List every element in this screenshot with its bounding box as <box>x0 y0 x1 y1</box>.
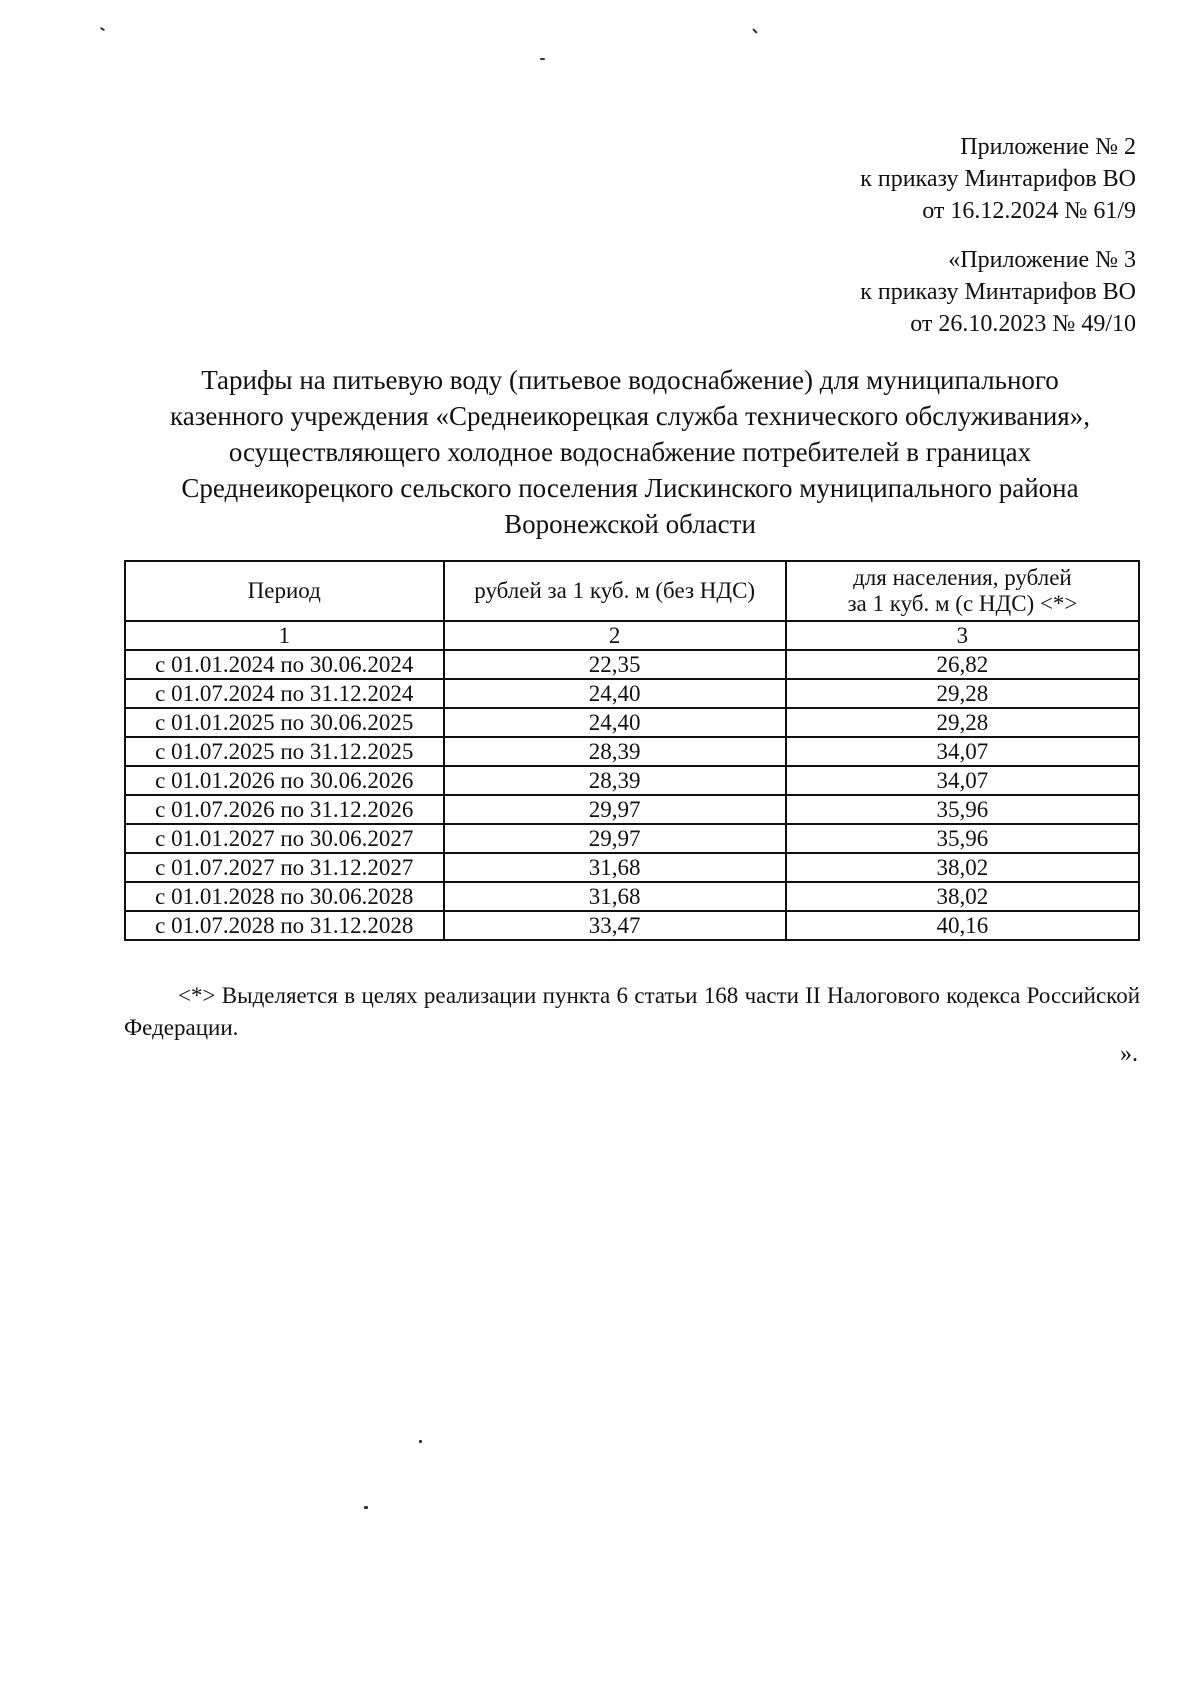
cell-price-vat: 35,96 <box>786 824 1139 853</box>
header-price-no-vat: рублей за 1 куб. м (без НДС) <box>444 561 786 621</box>
table-row <box>125 708 1139 737</box>
column-number: 1 <box>125 621 444 650</box>
column-number: 2 <box>444 621 786 650</box>
scan-speck <box>752 28 758 34</box>
cell-price-no-vat: 24,40 <box>444 708 786 737</box>
cell-period: с 01.01.2028 по 30.06.2028 <box>125 882 444 911</box>
cell-price-no-vat: 22,35 <box>444 650 786 679</box>
column-number: 3 <box>786 621 1139 650</box>
cell-period: с 01.07.2025 по 31.12.2025 <box>125 737 444 766</box>
scan-speck <box>419 1440 422 1443</box>
table-row <box>125 911 1139 940</box>
cell-price-vat: 26,82 <box>786 650 1139 679</box>
table-row <box>125 766 1139 795</box>
title-line: осуществляющего холодное водоснабжение потребителей в границах <box>228 437 1032 467</box>
cell-price-no-vat: 29,97 <box>444 795 786 824</box>
cell-price-vat: 38,02 <box>786 853 1139 882</box>
annex-date: от 26.10.2023 № 49/10 <box>910 311 1136 337</box>
cell-price-vat: 29,28 <box>786 708 1139 737</box>
annex-number: Приложение № 2 <box>960 134 1136 160</box>
table-row <box>125 650 1139 679</box>
cell-price-no-vat: 33,47 <box>444 911 786 940</box>
table-header-row <box>125 561 1139 621</box>
cell-price-vat: 40,16 <box>786 911 1139 940</box>
annex-reference-current <box>860 131 1136 227</box>
vat-footnote: <*> Выделяется в целях реализации пункта 6 статьи 168 части II Налогового кодекса Российской Федерации. <box>124 983 1140 1040</box>
cell-period: с 01.07.2028 по 31.12.2028 <box>125 911 444 940</box>
scan-speck <box>364 1506 368 1509</box>
tariff-table <box>124 560 1140 941</box>
title-line: Тарифы на питьевую воду (питьевое водоснабжение) для муниципального <box>201 365 1059 395</box>
table-row <box>125 853 1139 882</box>
cell-price-no-vat: 24,40 <box>444 679 786 708</box>
header-period: Период <box>125 561 444 621</box>
cell-price-no-vat: 28,39 <box>444 737 786 766</box>
cell-period: с 01.07.2027 по 31.12.2027 <box>125 853 444 882</box>
cell-period: с 01.01.2024 по 30.06.2024 <box>125 650 444 679</box>
cell-period: с 01.07.2026 по 31.12.2026 <box>125 795 444 824</box>
annex-number: «Приложение № 3 <box>948 247 1136 273</box>
cell-period: с 01.01.2027 по 30.06.2027 <box>125 824 444 853</box>
cell-price-vat: 34,07 <box>786 766 1139 795</box>
cell-price-no-vat: 29,97 <box>444 824 786 853</box>
cell-period: с 01.01.2026 по 30.06.2026 <box>125 766 444 795</box>
cell-price-vat: 34,07 <box>786 737 1139 766</box>
document-title <box>120 362 1140 542</box>
table-row <box>125 882 1139 911</box>
closing-quote: ». <box>1120 1041 1138 1067</box>
title-line: Среднеикорецкого сельского поселения Лискинского муниципального района <box>181 473 1079 503</box>
cell-period: с 01.07.2024 по 31.12.2024 <box>125 679 444 708</box>
cell-price-no-vat: 31,68 <box>444 853 786 882</box>
header-price-vat-line: для населения, рублей <box>853 565 1072 590</box>
header-price-vat-line: за 1 куб. м (с НДС) <*> <box>847 591 1078 616</box>
table-row <box>125 824 1139 853</box>
cell-price-vat: 29,28 <box>786 679 1139 708</box>
annex-order: к приказу Минтарифов ВО <box>860 279 1136 305</box>
header-price-vat <box>786 561 1139 621</box>
scan-speck <box>100 27 105 32</box>
annex-order: к приказу Минтарифов ВО <box>860 166 1136 192</box>
cell-period: с 01.01.2025 по 30.06.2025 <box>125 708 444 737</box>
cell-price-no-vat: 28,39 <box>444 766 786 795</box>
table-row <box>125 795 1139 824</box>
table-row <box>125 679 1139 708</box>
title-line: казенного учреждения «Среднеикорецкая служба технического обслуживания», <box>170 401 1090 431</box>
scan-speck <box>540 58 545 60</box>
table-row <box>125 737 1139 766</box>
annex-reference-previous <box>860 244 1136 340</box>
cell-price-vat: 38,02 <box>786 882 1139 911</box>
title-line: Воронежской области <box>504 509 756 539</box>
cell-price-no-vat: 31,68 <box>444 882 786 911</box>
column-number-row <box>125 621 1139 650</box>
annex-date: от 16.12.2024 № 61/9 <box>922 198 1136 224</box>
cell-price-vat: 35,96 <box>786 795 1139 824</box>
